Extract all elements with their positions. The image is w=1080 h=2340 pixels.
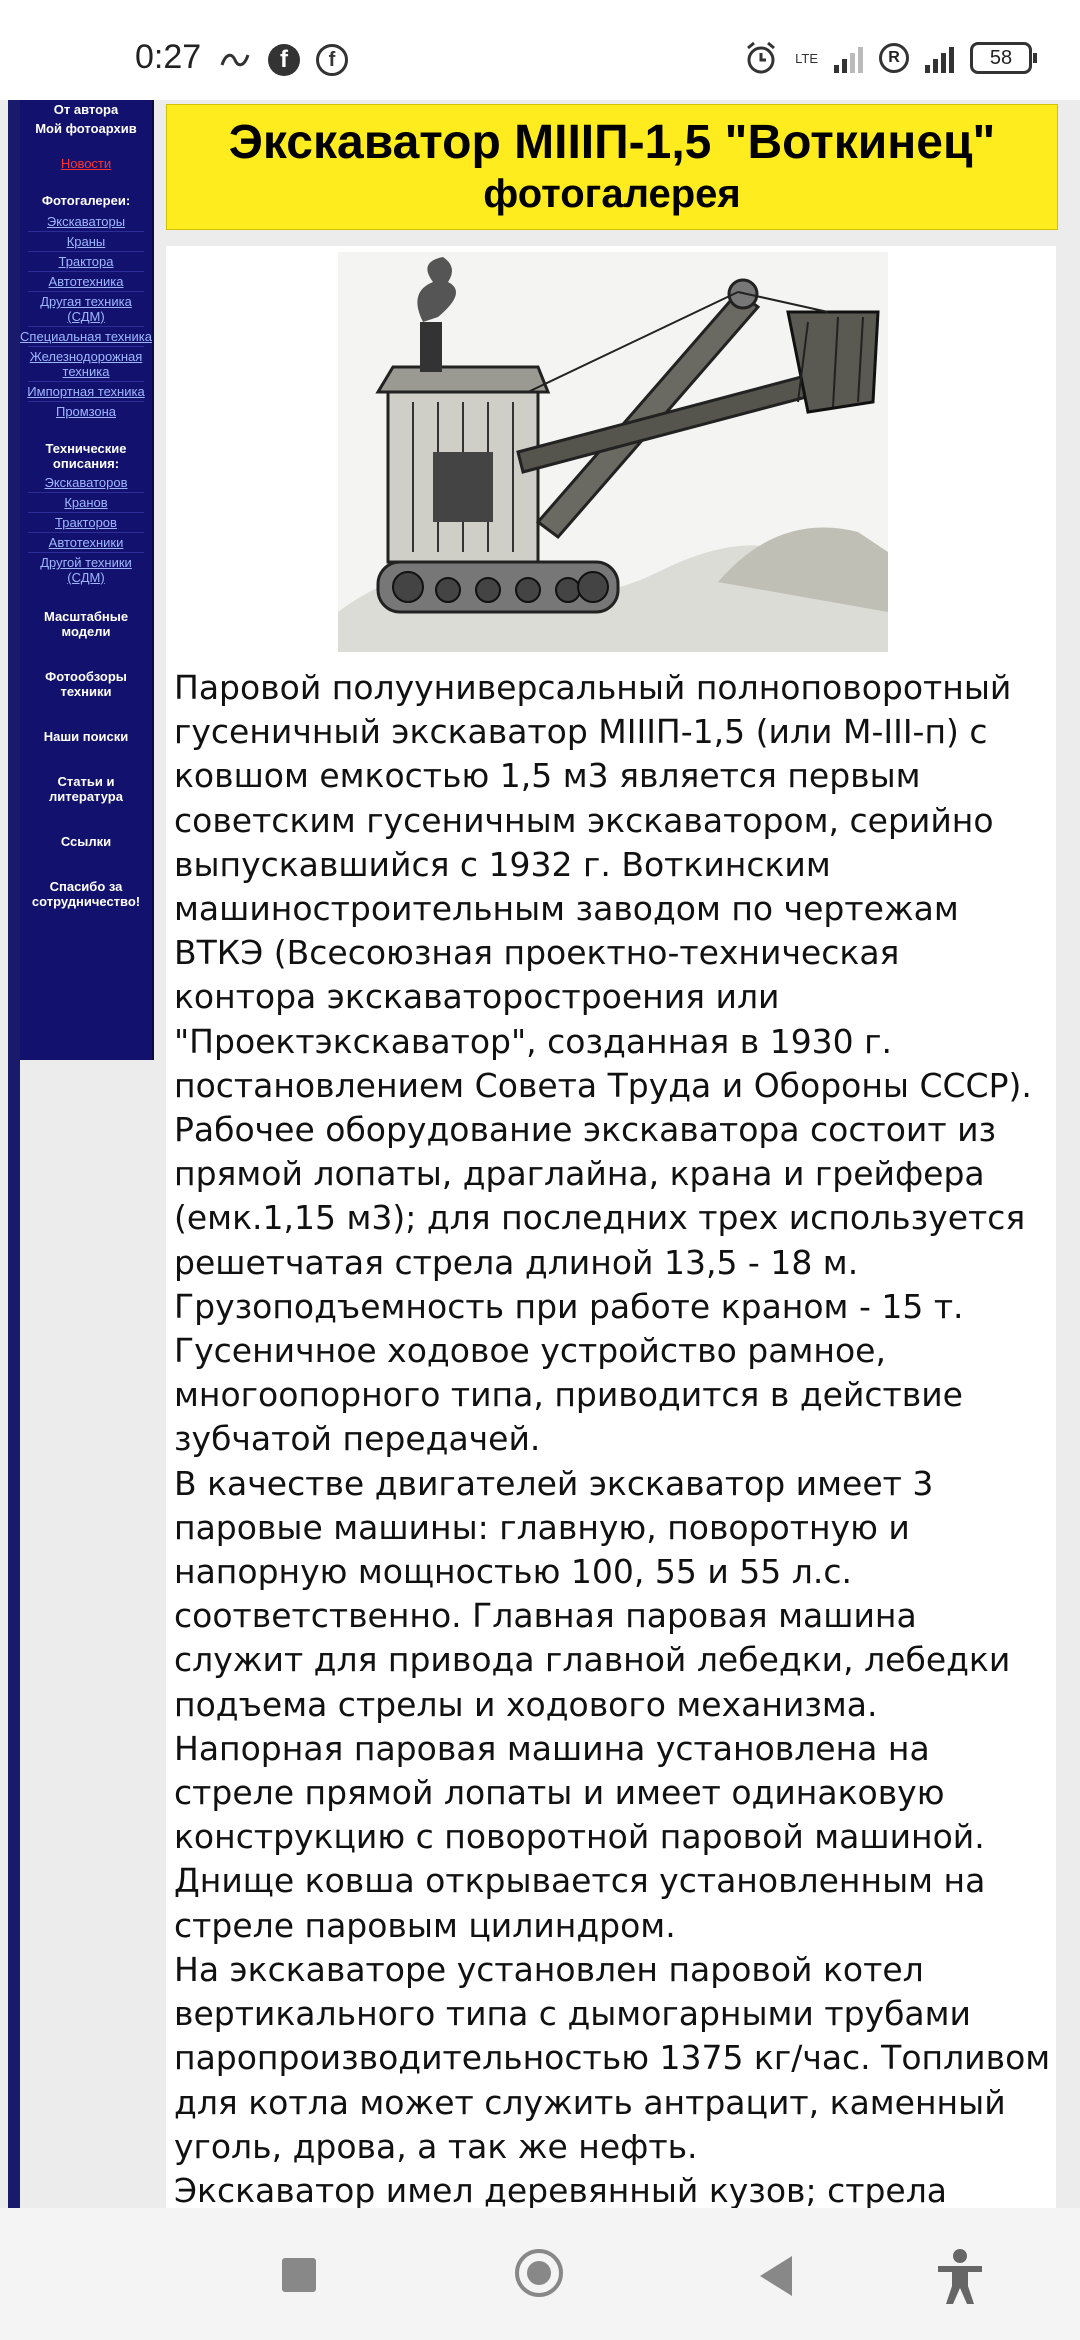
- article-paragraph: Паровой полууниверсальный полноповоротный гусеничный экскаватор МIIIП-1,5 (или М-III-п) с ковшом емкостью 1,5 м3 является первым советским гусеничным экскаватором, серийно выпускавшийся с 1932 г. Воткинским машиностроительным заводом по чертежам ВТКЭ (Всесоюзная проектно-техническая контора экскаваторостроения или "Проектэкскаватор", созданная в 1930 г. постановлением Совета Труда и Обороны СССР).: [174, 668, 1032, 1105]
- lte-label: LTE: [795, 50, 818, 66]
- sidebar-desc-other[interactable]: Другой техники (СДМ): [40, 555, 132, 585]
- signal-2-icon: [925, 43, 954, 73]
- article-paragraph: Экскаватор имел деревянный кузов; стрела: [174, 2170, 948, 2208]
- battery-icon: [970, 42, 1032, 74]
- page-title: Экскаватор МIIIП-1,5 "Воткинец": [228, 116, 996, 169]
- title-banner: [166, 104, 1058, 230]
- article-text: [174, 666, 1052, 2208]
- sidebar-gallery-tractors[interactable]: Трактора: [58, 254, 114, 269]
- web-page: [0, 100, 1080, 2208]
- descriptions-heading: Технические описания:: [45, 441, 127, 471]
- sidebar-gallery-import[interactable]: Импортная техника: [27, 384, 145, 399]
- sidebar-desc-cranes[interactable]: Кранов: [64, 495, 108, 510]
- page-subtitle: фотогалерея: [483, 172, 741, 216]
- back-button[interactable]: [760, 2256, 792, 2296]
- home-button[interactable]: [515, 2249, 563, 2297]
- battery-level: 58: [989, 46, 1013, 69]
- sidebar-gallery-auto[interactable]: Автотехника: [48, 274, 124, 289]
- sidebar-section-thanks[interactable]: Спасибо за сотрудничество!: [31, 879, 141, 909]
- sidebar-gallery-railway[interactable]: Железнодорожная техника: [29, 349, 143, 379]
- galleries-heading: Фотогалереи:: [41, 193, 131, 208]
- sidebar-gallery-industrial[interactable]: Промзона: [55, 404, 117, 419]
- sidebar-desc-tractors[interactable]: Тракторов: [55, 515, 117, 530]
- alarm-icon: [743, 40, 779, 76]
- accessibility-icon[interactable]: [930, 2246, 990, 2306]
- signal-icon: [834, 43, 863, 73]
- sidebar-section-models[interactable]: Масштабные модели: [43, 609, 129, 639]
- sidebar-section-links[interactable]: Ссылки: [60, 834, 112, 849]
- left-border: [8, 100, 20, 2208]
- link-icon: [218, 49, 252, 71]
- article-paragraph: В качестве двигателей экскаватор имеет 3 паровые машины: главную, поворотную и напорную мощностью 100, 55 и 55 л.с. соответственно. Главная паровая машина служит для привода главной лебедки, лебедки подъема стрелы и ходового механизма. Напорная паровая машина установлена на стреле прямой лопаты и имеет одинаковую конструкцию с поворотной паровой машиной. Днище ковша открывается установленным на стреле паровым цилиндром.: [174, 1463, 1011, 1945]
- system-icons: [743, 40, 1032, 76]
- sidebar-section-photoreviews[interactable]: Фотообзоры техники: [45, 669, 127, 699]
- recents-button[interactable]: [282, 2258, 316, 2292]
- facebook-outline-icon: f: [316, 44, 348, 76]
- system-nav-bar: [0, 2208, 1080, 2340]
- sidebar-gallery-special[interactable]: Специальная техника: [20, 329, 152, 344]
- status-bar: [0, 0, 1080, 100]
- sidebar-link-author[interactable]: От автора: [53, 102, 119, 117]
- sidebar-menu: [20, 100, 154, 1060]
- status-time: 0:27: [135, 38, 202, 76]
- sidebar-link-photoarchive[interactable]: Мой фотоархив: [35, 121, 137, 136]
- sidebar-desc-excavators[interactable]: Экскаваторов: [44, 475, 128, 490]
- content-panel: [166, 246, 1056, 2208]
- sidebar-gallery-other[interactable]: Другая техника (СДМ): [40, 294, 132, 324]
- excavator-illustration: [338, 252, 888, 652]
- sidebar-section-search[interactable]: Наши поиски: [43, 729, 129, 744]
- registered-icon: R: [879, 43, 909, 73]
- sidebar-gallery-cranes[interactable]: Краны: [66, 234, 106, 249]
- sidebar-gallery-excavators[interactable]: Экскаваторы: [46, 214, 126, 229]
- sidebar-section-articles[interactable]: Статьи и литература: [49, 774, 123, 804]
- sidebar-link-news[interactable]: Новости: [60, 156, 112, 171]
- sidebar-desc-auto[interactable]: Автотехники: [48, 535, 124, 550]
- article-paragraph: Рабочее оборудование экскаватора состоит из прямой лопаты, драглайна, крана и грейфера (емк.1,15 м3); для последних трех используется решетчатая стрела длиной 13,5 - 18 м. Грузоподъемность при работе краном - 15 т. Гусеничное ходовое устройство рамное, многоопорного типа, приводится в действие зубчатой передачей.: [174, 1110, 1026, 1459]
- notification-icons: [218, 44, 348, 76]
- article-paragraph: На экскаваторе установлен паровой котел вертикального типа с дымогарными трубами паропроизводительностью 1375 кг/час. Топливом для котла может служить антрацит, каменный уголь, дрова, а так же нефть.: [174, 1949, 1051, 2166]
- facebook-icon: f: [268, 44, 300, 76]
